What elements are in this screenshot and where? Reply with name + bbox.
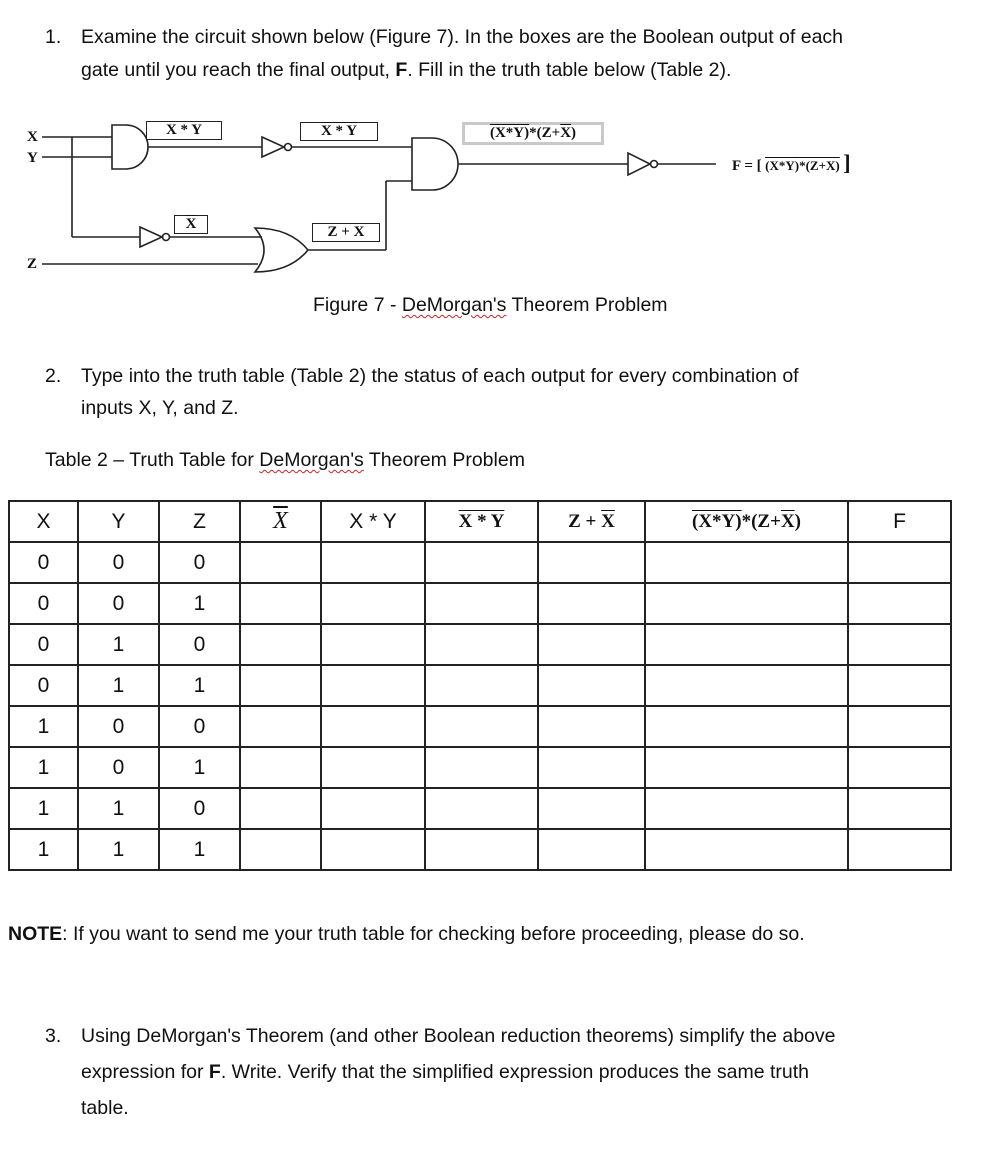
blank-cell[interactable]	[240, 665, 321, 706]
blank-cell[interactable]	[538, 665, 645, 706]
header-x-nand-y: X * Y	[425, 501, 538, 542]
input-z-label: Z	[27, 256, 38, 272]
blank-cell[interactable]	[425, 583, 538, 624]
input-y-label: Y	[27, 150, 38, 166]
blank-cell[interactable]	[425, 542, 538, 583]
not-gate-x	[140, 227, 162, 247]
cell-z: 1	[159, 665, 240, 706]
blank-cell[interactable]	[240, 542, 321, 583]
cell-y: 1	[78, 624, 159, 665]
header-y: Y	[78, 501, 159, 542]
question-1-line-2: gate until you reach the final output, F. Fill in the truth table below (Table 2).	[81, 59, 732, 81]
final-output-inner: (X*Y)*(Z+X)	[765, 158, 840, 173]
blank-cell[interactable]	[240, 829, 321, 870]
cell-z: 1	[159, 747, 240, 788]
blank-cell[interactable]	[848, 542, 951, 583]
blank-cell[interactable]	[645, 542, 848, 583]
logic-circuit-figure	[0, 110, 1000, 290]
blank-cell[interactable]	[848, 583, 951, 624]
cell-x: 0	[9, 665, 78, 706]
cell-z: 0	[159, 624, 240, 665]
blank-cell[interactable]	[240, 788, 321, 829]
blank-cell[interactable]	[645, 829, 848, 870]
cell-x: 1	[9, 788, 78, 829]
blank-cell[interactable]	[321, 788, 425, 829]
blank-cell[interactable]	[321, 665, 425, 706]
blank-cell[interactable]	[425, 706, 538, 747]
question-1-line-1: Examine the circuit shown below (Figure 7). In the boxes are the Boolean output of each	[81, 26, 844, 48]
table-row	[9, 542, 951, 583]
blank-cell[interactable]	[848, 624, 951, 665]
final-output-expression: F = [ (X*Y)*(Z+X) ]	[732, 150, 851, 175]
blank-cell[interactable]	[321, 706, 425, 747]
note-paragraph: NOTE: If you want to send me your truth table for checking before proceeding, please do so.	[8, 923, 805, 945]
cell-x: 0	[9, 624, 78, 665]
blank-cell[interactable]	[538, 706, 645, 747]
question-3	[45, 1019, 985, 1129]
header-combined: $(X*Y)*(Z+\overline{X})$	[645, 501, 848, 542]
question-3-line-2: expression for F. Write. Verify that the simplified expression produces the same truth	[81, 1061, 809, 1083]
cell-y: 0	[78, 706, 159, 747]
blank-cell[interactable]	[538, 788, 645, 829]
blank-cell[interactable]	[538, 747, 645, 788]
blank-cell[interactable]	[538, 829, 645, 870]
blank-cell[interactable]	[848, 747, 951, 788]
blank-cell[interactable]	[240, 706, 321, 747]
table-2-caption: Table 2 – Truth Table for DeMorgan's Theorem Problem	[45, 449, 525, 471]
table-row	[9, 583, 951, 624]
blank-cell[interactable]	[848, 706, 951, 747]
question-2-line-1: Type into the truth table (Table 2) the status of each output for every combination of	[81, 365, 799, 387]
table-row	[9, 665, 951, 706]
blank-cell[interactable]	[240, 624, 321, 665]
blank-cell[interactable]	[645, 747, 848, 788]
blank-cell[interactable]	[538, 542, 645, 583]
blank-cell[interactable]	[645, 706, 848, 747]
cell-y: 0	[78, 747, 159, 788]
question-1	[45, 22, 965, 86]
table-row	[9, 706, 951, 747]
blank-cell[interactable]	[321, 747, 425, 788]
table-row	[9, 829, 951, 870]
blank-cell[interactable]	[425, 788, 538, 829]
blank-cell[interactable]	[538, 624, 645, 665]
blank-cell[interactable]	[848, 665, 951, 706]
cell-z: 0	[159, 542, 240, 583]
blank-cell[interactable]	[538, 583, 645, 624]
question-2	[45, 361, 965, 425]
header-x-and-y: X * Y	[321, 501, 425, 542]
cell-y: 1	[78, 665, 159, 706]
cell-x: 0	[9, 583, 78, 624]
not-x-output-box: $\overline{X}$	[174, 215, 208, 234]
cell-z: 0	[159, 788, 240, 829]
output-f-ref: F	[395, 59, 408, 81]
cell-y: 1	[78, 788, 159, 829]
blank-cell[interactable]	[240, 747, 321, 788]
not-gate-2	[628, 153, 650, 175]
blank-cell[interactable]	[848, 788, 951, 829]
header-z-or-x-bar: $Z + \overline{X}$	[538, 501, 645, 542]
truth-table-header-row	[9, 501, 951, 542]
blank-cell[interactable]	[425, 829, 538, 870]
cell-x: 1	[9, 706, 78, 747]
blank-cell[interactable]	[848, 829, 951, 870]
not-gate-1	[262, 137, 284, 157]
blank-cell[interactable]	[425, 624, 538, 665]
table-row	[9, 747, 951, 788]
or-output-box: Z + X	[312, 223, 380, 242]
cell-z: 1	[159, 583, 240, 624]
question-3-line-1: Using DeMorgan's Theorem (and other Boolean reduction theorems) simplify the above	[81, 1025, 836, 1047]
blank-cell[interactable]	[645, 788, 848, 829]
blank-cell[interactable]	[425, 665, 538, 706]
blank-cell[interactable]	[645, 665, 848, 706]
cell-y: 0	[78, 542, 159, 583]
blank-cell[interactable]	[321, 829, 425, 870]
and1-output-box: X * Y	[146, 121, 222, 140]
question-1-number: 1.	[45, 26, 62, 48]
nand-output-box: X * Y	[300, 122, 378, 141]
cell-z: 1	[159, 829, 240, 870]
table-row	[9, 624, 951, 665]
header-x-bar: $\overline{X}$	[240, 501, 321, 542]
table-row	[9, 788, 951, 829]
header-f: F	[848, 501, 951, 542]
blank-cell[interactable]	[240, 583, 321, 624]
question-2-line-2: inputs X, Y, and Z.	[81, 397, 239, 419]
header-z: Z	[159, 501, 240, 542]
blank-cell[interactable]	[645, 583, 848, 624]
truth-table	[8, 500, 952, 871]
blank-cell[interactable]	[425, 747, 538, 788]
question-3-number: 3.	[45, 1025, 62, 1047]
cell-x: 0	[9, 542, 78, 583]
and-gate-1	[112, 125, 148, 169]
blank-cell[interactable]	[645, 624, 848, 665]
cell-z: 0	[159, 706, 240, 747]
output-f-ref-2: F	[208, 1061, 221, 1083]
blank-cell[interactable]	[321, 542, 425, 583]
cell-y: 1	[78, 829, 159, 870]
note-label: NOTE	[8, 923, 63, 945]
or-gate	[255, 228, 308, 272]
blank-cell[interactable]	[321, 583, 425, 624]
and2-output-box: $(X*Y)*(Z+\overline{X})$	[462, 122, 604, 145]
question-2-number: 2.	[45, 365, 62, 387]
cell-x: 1	[9, 829, 78, 870]
figure-7-caption: Figure 7 - DeMorgan's Theorem Problem	[313, 294, 668, 316]
blank-cell[interactable]	[321, 624, 425, 665]
and-gate-2	[412, 138, 458, 190]
question-3-line-3: table.	[81, 1097, 129, 1119]
cell-x: 1	[9, 747, 78, 788]
cell-y: 0	[78, 583, 159, 624]
header-x: X	[9, 501, 78, 542]
input-x-label: X	[27, 129, 38, 145]
